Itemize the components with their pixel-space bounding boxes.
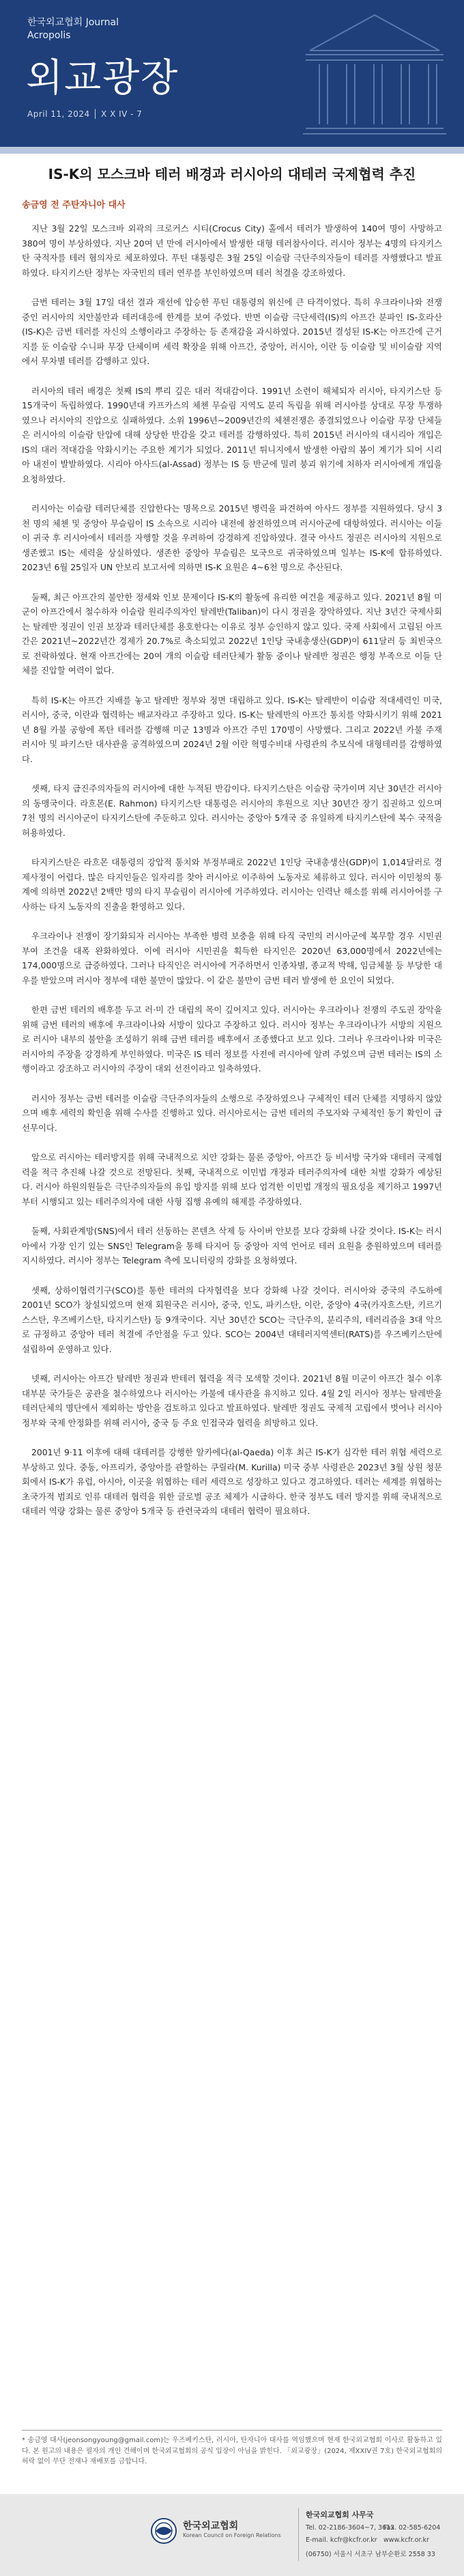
journal-name-en: Acropolis [27, 30, 71, 41]
article-paragraph: 셋째, 타지 급진주의자들의 러시아에 대한 누적된 반감이다. 타지키스탄은 이슬람 국가이며 지난 30년간 러시아의 동맹국이다. 라흐몬(E. Rahmon) 타지키스탄 대통령은 러시아의 후원으로 지난 30년간 장기 집권하고 있으며 7천 명의 러시아군이 타지키스탄에 주둔하고 있다. 러시아는 중앙아 5개국 중 유일하게 타지키스탄에 복수 국적을 허용하였다. [22, 783, 442, 838]
article-paragraph: 둘째, 최근 아프간의 불안한 정세와 인보 문제이다 IS-K의 활동에 유리한 여건을 제공하고 있다. 2021년 8월 미군이 아프간에서 철수하자 이슬람 원리주의자인 탈레반(Taliban)이 다시 정권을 장악하였다. 지난 3년간 국제사회는 탈레반 정권이 인권 보장과 테러단체를 용호한다는 이유로 정부 승인하지 않고 있다. 국제 사회에서 고립된 아프간은 2021년~2022년간 경제가 20.7%로 축소되었고 2022년 1인당 국내총생산(GDP)이 611달러 등 최빈국으로 전락하였다. 현재 아프간에는 20여 개의 이슬람 테러단체가 활동 중이나 탈레반 정권은 행정 부족으로 이들 단체를 진압할 여력이 없다. [22, 591, 442, 675]
telephone: Tel. 02-2186-3604~7, 3613 [306, 2524, 395, 2532]
journal-name [27, 16, 119, 42]
journal-name-ko: 한국외교협회 Journal [27, 17, 119, 28]
footnote-divider [22, 2430, 442, 2431]
article-paragraph: 둘째, 사회관계망(SNS)에서 테러 선동하는 콘텐츠 삭제 등 사이버 안보를 보다 강화해 나갈 것이다. IS-K는 러시아에서 가장 인기 있는 SNS인 Telegram을 통해 타지어 등 중앙아 지역 언어로 테러 요원을 충원하였으며 테러를 지시하였다. 러시아 정부는 Telegram 측에 모니터링의 강화를 요청하였다. [22, 1226, 442, 1265]
issue-date: April 11, 2024 │ X X IV - 7 [27, 109, 143, 119]
article-paragraph: 한편 금번 테러의 배후를 두고 러·미 간 대립의 목이 깊어지고 있다. 러시아는 우크라이나 전쟁의 주도권 장악을 위해 금번 테러의 배후에 우크라이나와 서방이 있다고 주장하고 있다. 러시아 정부는 우크라이나가 서방의 지원으로 러시아 내부의 불안을 조성하기 위해 금번 테러를 배후에서 조종했다고 보고 있다. 그러나 우크라이나와 미국은 러시아의 주장을 강경하게 부인하였다. 미국은 IS 테러 정보를 사전에 러시아에 알려 주었으며 금번 테러는 IS의 소행이라고 강조하고 러시아의 주장이 대외 선전이라고 일축하였다. [22, 1005, 442, 1074]
article-title: IS-K의 모스크바 테러 배경과 러시아의 대테러 국제협력 추진 [48, 166, 416, 182]
author-footnote: * 송금영 대사(jeonsongyoung@gmail.com)는 우즈베키스탄, 러시아, 탄자니아 대사를 역임했으며 현재 한국외교협회 이사로 활동하고 있다. 본 원고의 내용은 필자의 개인 견해이며 한국외교협회의 공식 입장이 아님을 밝힌다. 「외교광장」(2024, 제XXIV권 7호) 한국외교협회의 허락 없이 무단 전재나 재배포를 금합니다. [22, 2437, 442, 2465]
article-paragraph: 앞으로 러시아는 테러방지를 위해 국내적으로 치안 강화는 물론 중앙아, 아프간 등 비서방 국가와 대테러 국제협력을 적극 추진해 나갈 것으로 전망된다. 첫째, 국내적으로 이민법 개정과 테러주의자에 대한 처벌 강화가 예상된다. 러시아 하원의원들은 극단주의자들의 유입 방지를 위해 보다 엄격한 이민법 개정의 필요성을 제기하고 1997년부터 시행되고 있는 테러주의자에 대한 사형 집행 유예의 해제를 주장하였다. [22, 1152, 442, 1207]
footer-divider [298, 2508, 299, 2561]
article-paragraph: 특히 IS-K는 아프간 지배를 놓고 탈레반 정부와 정면 대립하고 있다. IS-K는 탈레반이 이슬람 적대세력인 미국, 러시아, 중국, 이란과 협력하는 배교자라고 주장하고 있다. IS-K는 탈레반의 아프간 통치를 약화시키기 위해 2021년 8월 카불 공항에 폭탄 테러를 감행해 미군 13명과 아프간 주민 170명이 사망했다. 그리고 2022년 카불 주재 러시아 및 파키스탄 대사관을 공격하였으며 2024년 2월 이란 혁명수비대 사령관의 추모식에 대형테러를 감행하였다. [22, 695, 442, 764]
publisher-name: 한국외교협회 사무국 [306, 2510, 374, 2519]
journal-header [0, 0, 464, 147]
article [22, 158, 442, 1534]
article-paragraph: 타지키스탄은 라흐몬 대통령의 강압적 통치와 부정부패로 2022년 1인당 국내총생산(GDP)이 1,014달러로 경제사정이 어렵다. 많은 타지인들은 일자리를 찾아 러시아로 이주하여 노동자로 체류하고 있다. 러시아 이민청의 통계에 의하면 2022년 2백만 명의 타지 무슬림이 러시아에 거주하였다. 러시아는 인력난 해소를 위해 러시아어를 구사하는 타지 노동자의 진출을 환영하고 있다. [22, 857, 442, 912]
article-paragraph: 지난 3월 22일 모스크바 외곽의 크로커스 시티(Crocus City) 홀에서 테러가 발생하여 140여 명이 사망하고 380여 명이 부상하였다. 지난 20여 년 만에 러시아에서 발생한 대형 테러참사이다. 러시아 정부는 4명의 타지키스탄 국적자를 테러 혐의자로 체포하였다. 푸틴 대통령은 3월 25일 이슬람 극단주의자들이 테러를 자행했다고 발표하였다. 타지키스탄 정부는 자국민의 테러 연루를 부인하였으며 테러 척결을 강조하였다. [22, 223, 442, 278]
temple-logo-icon [303, 10, 446, 139]
org-name-en: Korean Council on Foreign Relations [183, 2532, 281, 2538]
article-paragraph: 우크라이나 전쟁이 장기화되자 러시아는 부족한 병력 보충을 위해 타직 국민의 러시아군에 복무할 경우 시민권 부여 조건을 대폭 완화하였다. 이에 러시아 시민권을 획득한 타지인은 2020년 63,000명에서 2022년에는 174,000명으로 급증하였다. 그러나 타직인은 러시아에 거주하면서 인종차별, 종교적 박해, 임금체불 등 부당한 대우를 받았으며 러시아 정부에 대한 불만이 많았다. 이 같은 불만이 금번 테러 발생에 한 요인이 되었다. [22, 931, 442, 985]
article-body [22, 221, 442, 1519]
article-paragraph: 넷째, 러시아는 아프간 탈레반 정권과 반테러 협력을 적극 모색할 것이다. 2021년 8월 미군이 아프간 철수 이후 대부분 국가들은 공관을 철수하였으나 러시아는 카불에 대사관을 유지하고 있다. 4월 2일 러시아 정부는 탈레반을 테러단체의 명단에서 제외하는 방안을 검토하고 있다고 발표하였다. 탈레반 정권도 국제적 고립에서 벗어나 러시아 정부와 국제 안정화를 위해 러시아, 중국 등 주요 인접국과 협력을 희망하고 있다. [22, 1373, 442, 1428]
article-paragraph: 러시아는 이슬람 테러단체를 진압한다는 명목으로 2015년 병력을 파견하여 아사드 정부를 지원하였다. 당시 3천 명의 체첸 및 중앙아 무슬림이 IS 소속으로 시리아 내전에 참전하였으며 러시아군에 대항하였다. 러시아는 이들이 귀국 후 러시아에서 테러를 자행할 것을 우려하여 강경하게 진압하였다. 결국 아사드 정권은 러시아의 지원으로 생존했고 IS는 세력을 상실하였다. 생존한 중앙아 무슬림은 모국으로 귀국하였으며 일부는 IS-K에 합류하였다. 2023년 6월 25일자 UN 안보리 보고서에 의하면 IS-K 요원은 4~6천 명으로 추산된다. [22, 503, 442, 572]
page-footer [0, 2494, 464, 2576]
kcfr-seal-icon [150, 2517, 177, 2545]
email-link[interactable]: E-mail. kcfr@kcfr.or.kr [306, 2536, 377, 2544]
article-paragraph: 셋째, 상하이협력기구(SCO)를 통한 테러의 다자협력을 보다 강화해 나갈 것이다. 러시아와 중국의 주도하에 2001년 SCO가 창설되었으며 현재 회원국은 러시아, 중국, 인도, 파키스탄, 이란, 중앙아 4국(카자흐스탄, 키르기스스탄, 우즈베키스탄, 타지키스탄) 등 9개국이다. 지난 30년간 SCO는 극단주의, 분리주의, 테러리즘을 3대 악으로 규정하고 중앙아 테러 척결에 주안점을 두고 있다. SCO는 2004년 대테러지역센터(RATS)를 우즈베키스탄에 설립하여 운영하고 있다. [22, 1285, 442, 1354]
article-paragraph: 러시아 정부는 금번 테러를 이슬람 극단주의자들의 소행으로 주장하였으나 구체적인 테러 단체를 지명하지 않았으며 배후 세력의 확인을 위해 수사를 진행하고 있다. 러시아로서는 금번 테러의 주모자와 구체적인 동기 확인이 급선무이다. [22, 1093, 442, 1133]
address: (06750) 서울시 서초구 남부순환로 2558 33 [306, 2551, 435, 2558]
article-paragraph: 2001년 9·11 이후에 대해 대테러를 강행한 알카에다(al-Qaeda) 이후 최근 IS-K가 심각한 테러 위협 세력으로 부상하고 있다. 중동, 아프리카, 중앙아를 관할하는 쿠릴라(M. Kurilla) 미국 중부 사령관은 2023년 3월 상원 청문회에서 IS-K가 유럽, 아시아, 이곳을 위협하는 테러 세력으로 성장하고 있다고 경고하였다. 테러는 세계를 위협하는 초국가적 범죄로 인류 대테러 협력을 위한 글로벌 공조 체제가 시급하다. 한국 정부도 테러 방지를 위해 국내적으로 대테러 역량 강화는 물론 중앙아 5개국 등 관련국과의 대테러 협력이 필요하다. [22, 1447, 442, 1516]
journal-title: 외교광장 [26, 56, 179, 100]
article-author: 송금영 전 주탄자니아 대사 [22, 200, 126, 210]
header-divider-bar [0, 147, 464, 154]
org-name-ko: 한국외교협회 [183, 2521, 239, 2532]
website-link[interactable]: www.kcfr.or.kr [383, 2536, 429, 2544]
fax-number: Fax. 02-585-6204 [383, 2524, 441, 2532]
article-paragraph: 러시아의 테러 배경은 첫째 IS의 뿌리 깊은 대러 적대감이다. 1991년 소련이 해체되자 러시아, 타지키스탄 등 15개국이 독립하였다. 1990년대 카프카스의 체첸 무슬림 지역도 분리 독립을 위해 러시아를 상대로 무장 투쟁하였으나 러시아의 진압으로 실패하였다. 소위 1996년~2009년간의 체첸전쟁은 종결되었으나 이슬람 무장 단체들은 러시아의 이슬람 탄압에 대해 상당한 반감을 갖고 테러를 감행하였다. 특히 2015년 러시아의 대시리아 개입은 IS의 대러 적대감을 악화시키는 주요한 계기가 되었다. 2011년 튀니지에서 발생한 아랍의 봄이 계기가 되어 시리아 내전이 발발하였다. 시리아 아사드(al-Assad) 정부는 IS 등 반군에 밀려 붕괴 위기에 처하자 러시아에게 개입을 요청하였다. [22, 385, 442, 484]
article-paragraph: 금번 테러는 3월 17일 대선 결과 재선에 압승한 푸틴 대통령의 위신에 큰 타격이었다. 특히 우크라이나와 전쟁 중인 러시아의 치안불안과 테러대응에 한계를 보여 주었다. 반면 이슬람 극단세력(IS)의 아프간 분파인 IS-호라산(IS-K)은 금번 테러를 자신의 소행이라고 주장하는 등 존재감을 과시하였다. 2015년 결성된 IS-K는 아프간에 근거지를 둔 이슬람 수니파 무장 단체이며 세력 확장을 위해 아프간, 중앙아, 러시아, 이란 등 이슬람 및 비이슬람 지역에서 무차별 테러를 감행하고 있다. [22, 297, 442, 366]
